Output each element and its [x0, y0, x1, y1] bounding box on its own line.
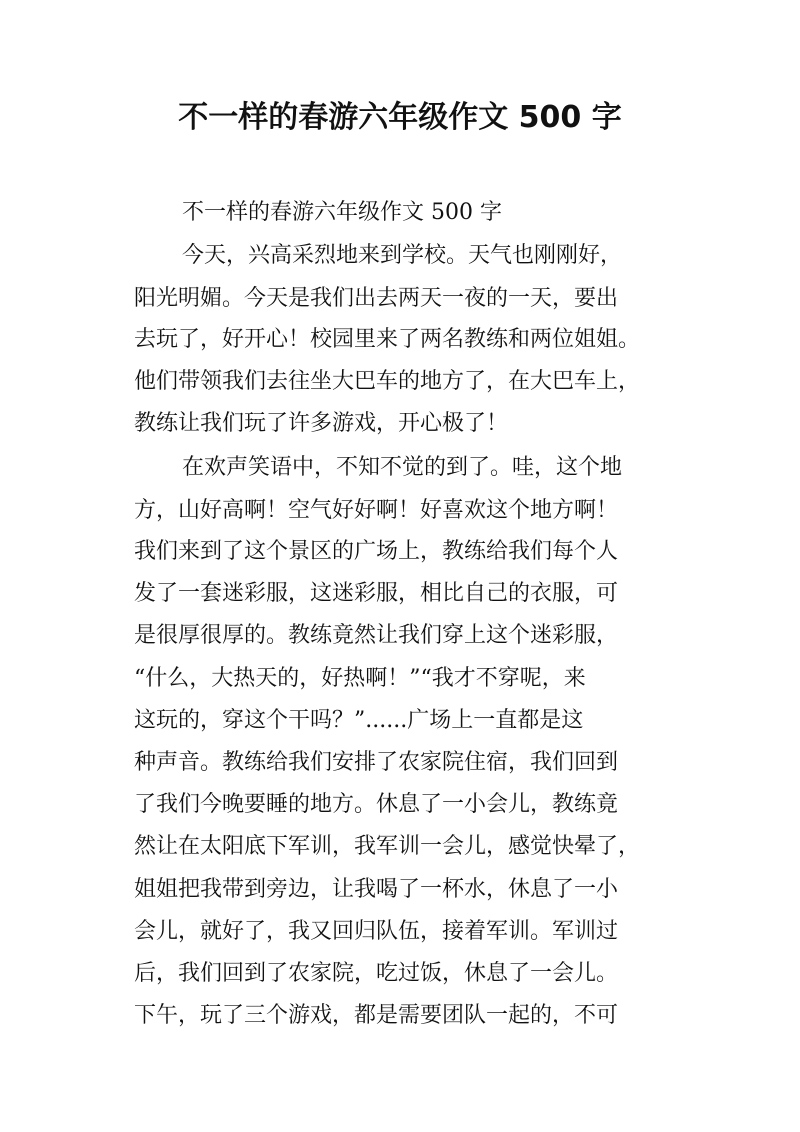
paragraph-line: 今天，兴高采烈地来到学校。天气也刚刚好， [182, 243, 623, 268]
paragraph-line: 他们带领我们去往坐大巴车的地方了，在大巴车上， [134, 369, 641, 394]
paragraph-line: 然让在太阳底下军训，我军训一会儿，感觉快晕了， [134, 834, 641, 859]
paragraph-line: 下午，玩了三个游戏，都是需要团队一起的，不可 [134, 1003, 619, 1028]
paragraph-line: 这玩的，穿这个干吗？”......广场上一直都是这 [134, 708, 584, 733]
paragraph-line: “什么，大热天的，好热啊！”“我才不穿呢，来 [134, 666, 586, 691]
paragraph-line: 教练让我们玩了许多游戏，开心极了！ [134, 411, 509, 436]
paragraph-line: 是很厚很厚的。教练竟然让我们穿上这个迷彩服， [134, 623, 619, 648]
paragraph-line: 了我们今晚要睡的地方。休息了一小会儿，教练竟 [134, 792, 619, 817]
paragraph-line: 种声音。教练给我们安排了农家院住宿，我们回到 [134, 750, 619, 775]
paragraph-line: 会儿，就好了，我又回归队伍，接着军训。军训过 [134, 919, 619, 944]
paragraph-line: 我们来到了这个景区的广场上，教练给我们每个人 [134, 539, 619, 564]
paragraph-line: 方，山好高啊！空气好好啊！好喜欢这个地方啊！ [134, 498, 619, 523]
paragraph-line: 后，我们回到了农家院，吃过饭，休息了一会儿。 [134, 961, 619, 986]
paragraph-line: 姐姐把我带到旁边，让我喝了一杯水，休息了一小 [134, 877, 619, 902]
document-title: 不一样的春游六年级作文 500 字 [178, 100, 622, 135]
paragraph-line: 阳光明媚。今天是我们出去两天一夜的一天，要出 [134, 286, 619, 311]
subtitle-line: 不一样的春游六年级作文 500 字 [182, 200, 502, 225]
paragraph-line: 在欢声笑语中，不知不觉的到了。哇，这个地 [182, 455, 623, 480]
paragraph-line: 发了一套迷彩服，这迷彩服，相比自己的衣服，可 [134, 581, 619, 606]
paragraph-line: 去玩了，好开心！校园里来了两名教练和两位姐姐。 [134, 327, 641, 352]
